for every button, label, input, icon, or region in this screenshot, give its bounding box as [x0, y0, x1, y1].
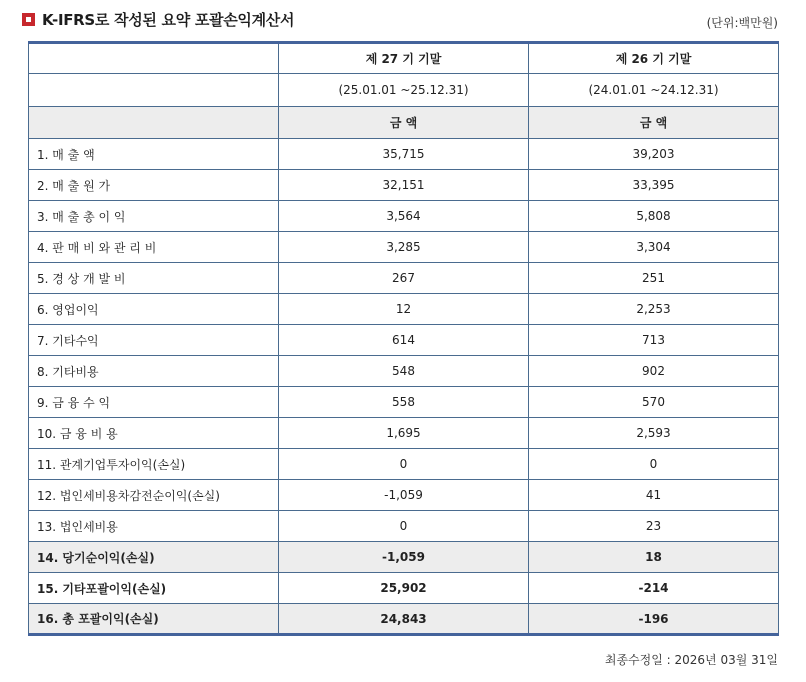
unit-label: (단위:백만원): [706, 16, 778, 30]
row-value-26: 3,304: [529, 232, 779, 263]
table-row: [29, 511, 779, 542]
header-empty-cell: [29, 43, 279, 74]
header-period-27: 제 27 기 기말: [279, 43, 529, 74]
row-label: 6. 영업이익: [29, 294, 279, 325]
row-label: 16. 총 포괄이익(손실): [29, 604, 279, 635]
row-value-27: 0: [279, 511, 529, 542]
row-value-26: -196: [529, 604, 779, 635]
row-value-26: 41: [529, 480, 779, 511]
row-value-26: 713: [529, 325, 779, 356]
table-row-net-income: [29, 542, 779, 573]
row-label: 14. 당기순이익(손실): [29, 542, 279, 573]
row-value-27: 1,695: [279, 418, 529, 449]
table-header-amount-row: [29, 107, 779, 139]
row-label: 11. 관계기업투자이익(손실): [29, 449, 279, 480]
row-value-27: 558: [279, 387, 529, 418]
row-value-27: 35,715: [279, 139, 529, 170]
row-label: 1. 매 출 액: [29, 139, 279, 170]
table-row: [29, 170, 779, 201]
row-value-26: 0: [529, 449, 779, 480]
row-label: 7. 기타수익: [29, 325, 279, 356]
row-value-26: 2,593: [529, 418, 779, 449]
header-range-26: (24.01.01 ~24.12.31): [529, 74, 779, 107]
row-value-27: 24,843: [279, 604, 529, 635]
row-value-27: 0: [279, 449, 529, 480]
row-value-26: 23: [529, 511, 779, 542]
row-value-27: 25,902: [279, 573, 529, 604]
row-value-27: 3,564: [279, 201, 529, 232]
table-row: [29, 232, 779, 263]
row-value-26: 570: [529, 387, 779, 418]
table-row-other-comprehensive-income: [29, 573, 779, 604]
header-amount-27: 금 액: [279, 107, 529, 139]
last-modified-date: 최종수정일 : 2026년 03월 31일: [604, 653, 778, 667]
title-bar: [22, 9, 294, 30]
table-row-total-comprehensive-income: [29, 604, 779, 635]
row-label: 10. 금 융 비 용: [29, 418, 279, 449]
page-title: K-IFRS로 작성된 요약 포괄손익계산서: [42, 11, 295, 29]
row-value-26: 251: [529, 263, 779, 294]
row-value-27: 32,151: [279, 170, 529, 201]
row-value-26: 5,808: [529, 201, 779, 232]
header-amount-26: 금 액: [529, 107, 779, 139]
row-value-26: 902: [529, 356, 779, 387]
row-label: 2. 매 출 원 가: [29, 170, 279, 201]
row-value-26: -214: [529, 573, 779, 604]
row-value-26: 2,253: [529, 294, 779, 325]
row-label: 5. 경 상 개 발 비: [29, 263, 279, 294]
row-label: 15. 기타포괄이익(손실): [29, 573, 279, 604]
header-empty-cell: [29, 107, 279, 139]
header-period-26: 제 26 기 기말: [529, 43, 779, 74]
row-value-27: 548: [279, 356, 529, 387]
row-value-27: 614: [279, 325, 529, 356]
row-value-26: 33,395: [529, 170, 779, 201]
row-value-27: 3,285: [279, 232, 529, 263]
row-value-26: 18: [529, 542, 779, 573]
row-label: 3. 매 출 총 이 익: [29, 201, 279, 232]
table-header-period-row: [29, 43, 779, 74]
row-label: 12. 법인세비용차감전순이익(손실): [29, 480, 279, 511]
row-label: 13. 법인세비용: [29, 511, 279, 542]
table-row: [29, 387, 779, 418]
row-label: 9. 금 융 수 익: [29, 387, 279, 418]
table-row: [29, 480, 779, 511]
table-row: [29, 449, 779, 480]
row-value-27: 267: [279, 263, 529, 294]
table-row: [29, 418, 779, 449]
table-row: [29, 325, 779, 356]
row-label: 4. 판 매 비 와 관 리 비: [29, 232, 279, 263]
table-row: [29, 294, 779, 325]
row-value-27: -1,059: [279, 480, 529, 511]
row-value-26: 39,203: [529, 139, 779, 170]
row-value-27: -1,059: [279, 542, 529, 573]
table-row: [29, 201, 779, 232]
table-row: [29, 139, 779, 170]
red-bullet-icon-hole: [26, 17, 31, 22]
header-range-27: (25.01.01 ~25.12.31): [279, 74, 529, 107]
table-row: [29, 263, 779, 294]
table-row: [29, 356, 779, 387]
row-label: 8. 기타비용: [29, 356, 279, 387]
table-header-range-row: [29, 74, 779, 107]
income-statement-table: [28, 41, 779, 636]
row-value-27: 12: [279, 294, 529, 325]
header-empty-cell: [29, 74, 279, 107]
red-bullet-icon: [22, 13, 35, 26]
